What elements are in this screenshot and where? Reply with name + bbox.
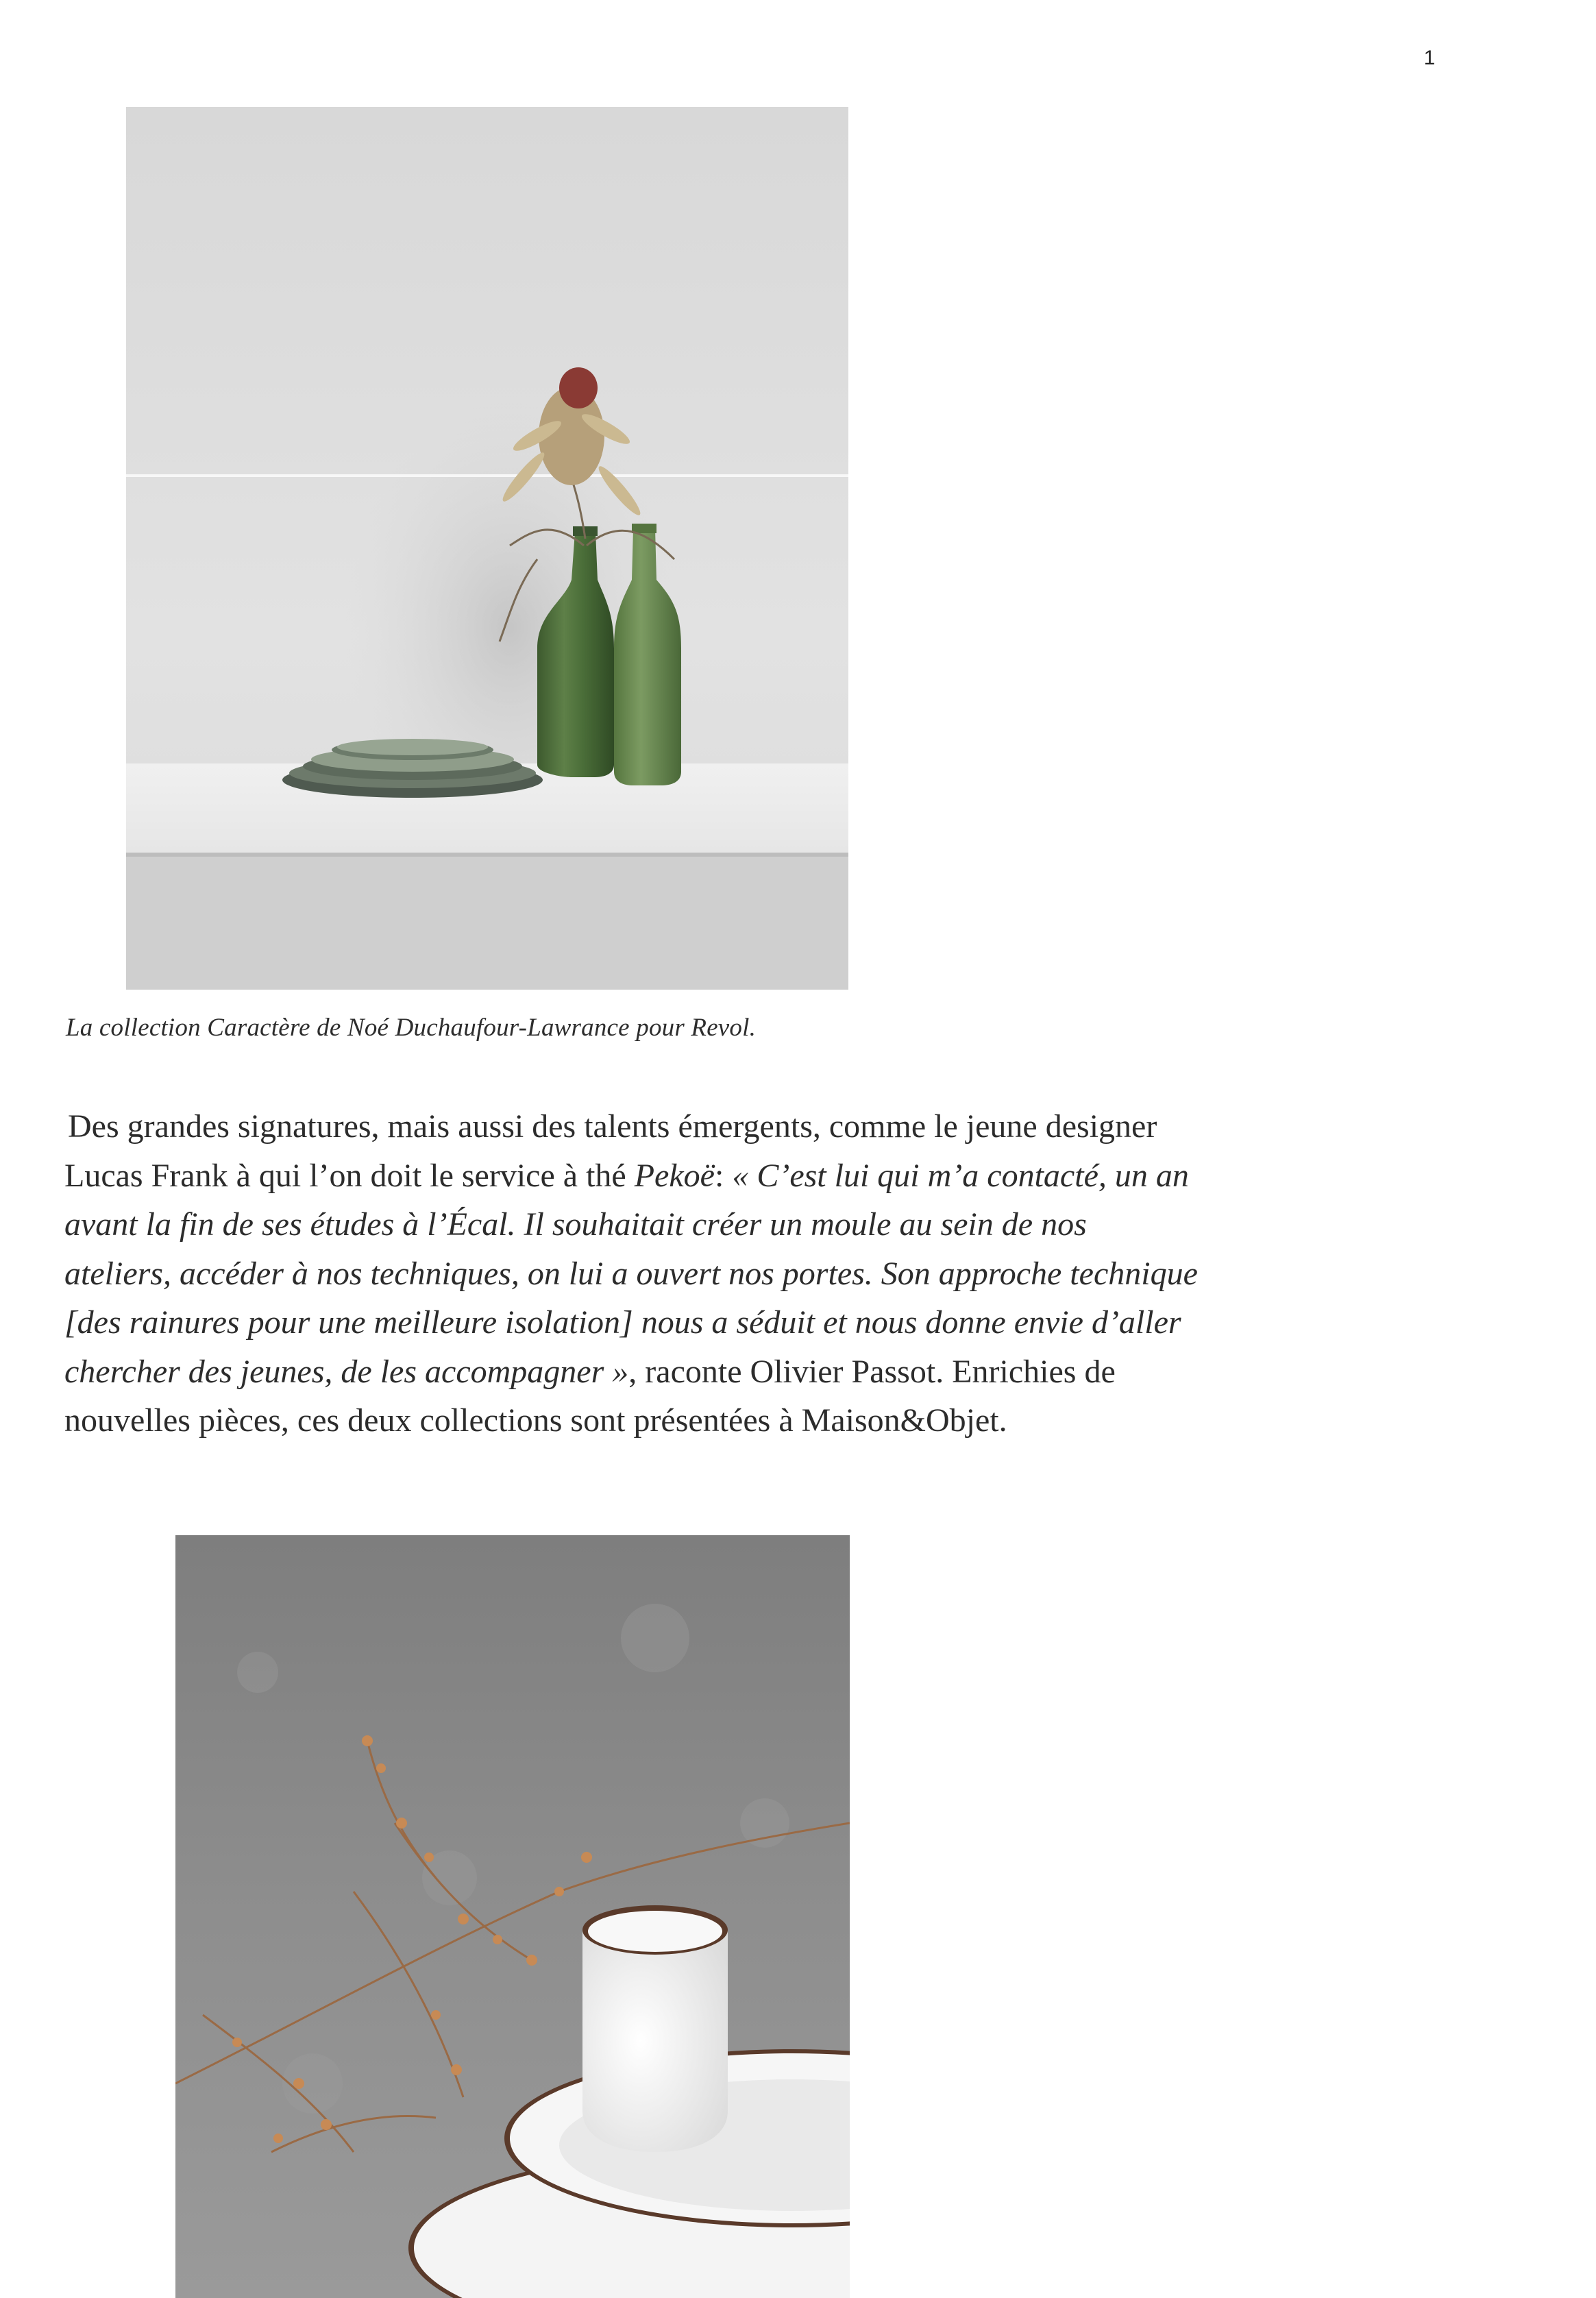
paragraph-line [64, 1298, 1339, 1347]
text-segment: nouvelles pièces, ces deux collections sont présentées à Maison&Objet. [64, 1402, 1007, 1439]
quote-text: avant la fin de ses études à l’Écal. Il souhaitait créer un moule au sein de nos [64, 1206, 1087, 1243]
paragraph-line [64, 1102, 1339, 1151]
text-segment: : [714, 1157, 733, 1194]
quote-text: [des rainures pour une meilleure isolation] nous a séduit et nous donne envie d’aller [64, 1304, 1181, 1341]
text-segment: Des grandes signatures, mais aussi des talents émergents, comme le jeune designer [68, 1108, 1157, 1145]
bottles-plates-photo [126, 107, 848, 990]
paragraph-line [64, 1200, 1339, 1249]
photo-caractere-collection [126, 107, 848, 990]
page-number: 1 [1423, 47, 1436, 69]
photo-caption: La collection Caractère de Noé Duchaufour-Lawrance pour Revol. [66, 1014, 757, 1042]
paragraph-line [64, 1151, 1339, 1201]
paragraph-line [64, 1249, 1339, 1299]
article-paragraph [64, 1102, 1339, 1445]
quote-text: chercher des jeunes, de les accompagner » [64, 1353, 629, 1390]
paragraph-line [64, 1396, 1339, 1445]
quote-text: ateliers, accéder à nos techniques, on lui a ouvert nos portes. Son approche technique [64, 1255, 1198, 1292]
quote-text: « C’est lui qui m’a contacté, un an [732, 1157, 1189, 1194]
text-segment: , raconte Olivier Passot. Enrichies de [628, 1353, 1116, 1390]
product-name-pekoe: Pekoë [634, 1157, 715, 1194]
cup-plates-photo [175, 1535, 850, 2298]
text-segment: Lucas Frank à qui l’on doit le service à thé [64, 1157, 635, 1194]
photo-pekoe-tea-service [175, 1535, 850, 2298]
paragraph-line [64, 1347, 1339, 1397]
